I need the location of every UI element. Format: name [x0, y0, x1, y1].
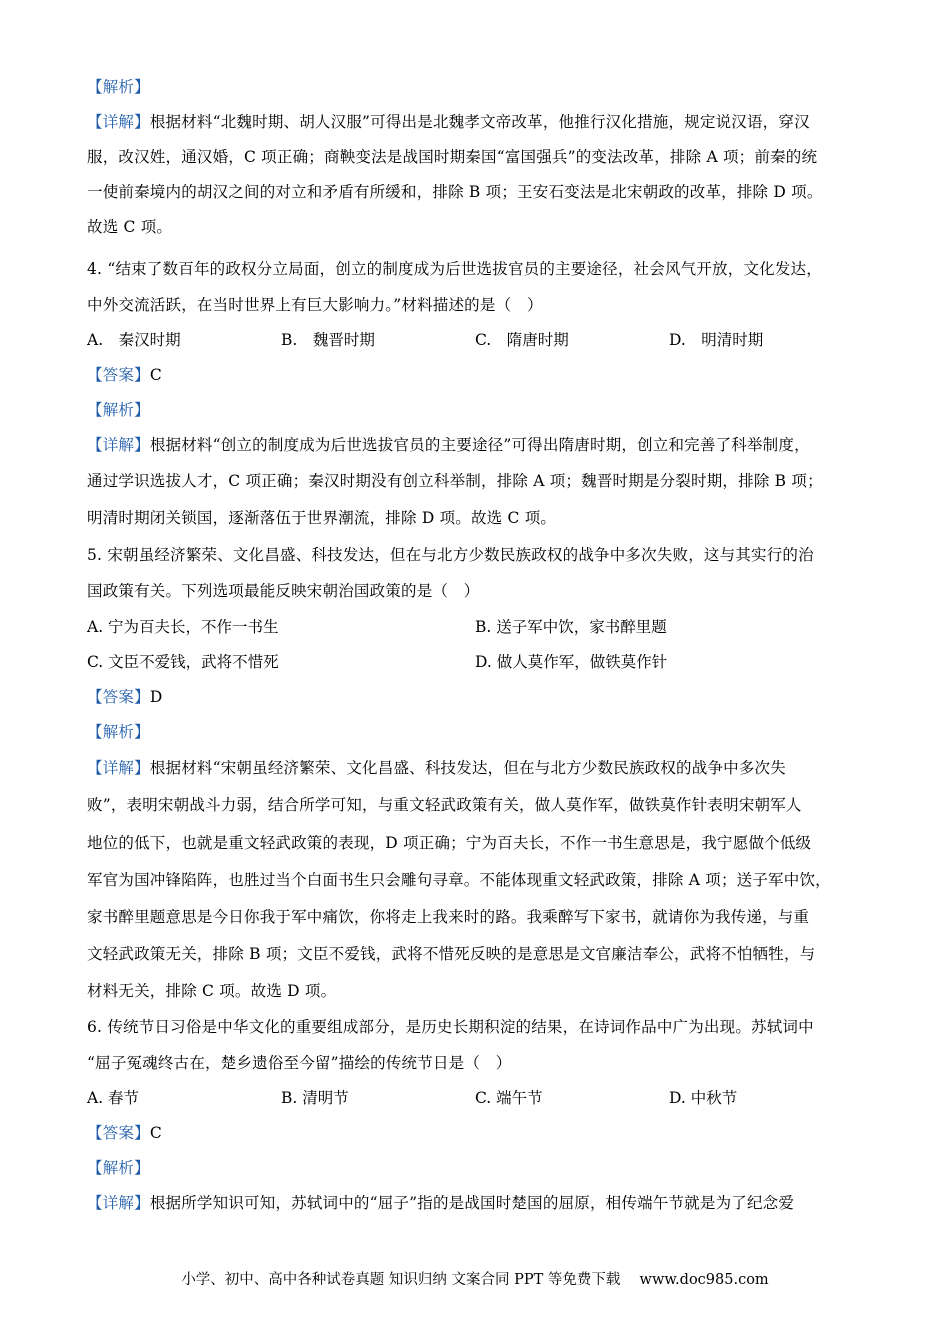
option-d: D. 中秋节	[669, 1089, 738, 1107]
analysis-tag: 【解析】	[87, 1159, 150, 1177]
detail-line: 材料无关，排除 C 项。故选 D 项。	[87, 982, 337, 1000]
answer-value: D	[149, 688, 163, 706]
detail-line: 文轻武政策无关，排除 B 项；文臣不爱钱，武将不惜死反映的是意思是文官廉洁奉公，武将不怕牺牲，与	[87, 945, 816, 963]
option-b: B. 送子军中饮，家书醉里题	[475, 618, 667, 636]
question-stem: 6. 传统节日习俗是中华文化的重要组成部分，是历史长期积淀的结果，在诗词作品中广为出现。苏轼词中	[87, 1018, 814, 1036]
option-a: A. 秦汉时期	[87, 331, 181, 349]
answer-tag: 【答案】	[87, 688, 150, 706]
detail-tag: 【详解】	[87, 436, 150, 454]
detail-line: 服，改汉姓，通汉婚，C 项正确；商鞅变法是战国时期秦国“富国强兵”的变法改革，排除 A 项；前秦的统	[87, 148, 818, 166]
answer-value: C	[149, 1124, 162, 1142]
answer-line	[87, 1122, 867, 1144]
detail-line: 家书醉里题意思是今日你我于军中痛饮，你将走上我来时的路。我乘醉写下家书，就请你为我传递，与重	[87, 908, 810, 926]
detail-line: 【详解】根据材料“北魏时期、胡人汉服”可得出是北魏孝文帝改革，他推行汉化措施，规定说汉语，穿汉	[87, 113, 810, 131]
detail-tag: 【详解】	[87, 759, 150, 777]
option-c: C. 文臣不爱钱，武将不惜死	[87, 653, 279, 671]
option-b: B. 魏晋时期	[281, 331, 375, 349]
option-c: C. 端午节	[475, 1089, 543, 1107]
analysis-tag: 【解析】	[87, 723, 150, 741]
analysis-tag: 【解析】	[87, 78, 150, 96]
detail-line: 【详解】根据材料“宋朝虽经济繁荣、文化昌盛、科技发达，但在与北方少数民族政权的战争中多次失	[87, 759, 786, 777]
detail-line: 一使前秦境内的胡汉之间的对立和矛盾有所缓和，排除 B 项；王安石变法是北宋朝政的改革，排除 D 项。	[87, 183, 823, 201]
answer-tag: 【答案】	[87, 1124, 150, 1142]
detail-tag: 【详解】	[87, 1194, 150, 1212]
detail-line: 地位的低下，也就是重文轻武政策的表现，D 项正确；宁为百夫长，不作一书生意思是，我宁愿做个低级	[87, 834, 812, 852]
option-a: A. 宁为百夫长，不作一书生	[87, 618, 279, 636]
detail-line: 【详解】根据材料“创立的制度成为后世选拔官员的主要途径”可得出隋唐时期，创立和完善了科举制度，	[87, 436, 810, 454]
detail-line: 【详解】根据所学知识可知，苏轼词中的“屈子”指的是战国时楚国的屈原，相传端午节就是为了纪念爱	[87, 1194, 795, 1212]
page-footer: 小学、初中、高中各种试卷真题 知识归纳 文案合同 PPT 等免费下载 www.doc985.com	[181, 1272, 769, 1288]
answer-line	[87, 686, 867, 708]
option-b: B. 清明节	[281, 1089, 349, 1107]
detail-line: 败”，表明宋朝战斗力弱，结合所学可知，与重文轻武政策有关，做人莫作军，做铁莫作针表明宋朝军人	[87, 796, 802, 814]
question-stem: 5. 宋朝虽经济繁荣、文化昌盛、科技发达，但在与北方少数民族政权的战争中多次失败，这与其实行的治	[87, 546, 814, 564]
option-d: D. 做人莫作军，做铁莫作针	[475, 653, 668, 671]
answer-line	[87, 364, 867, 386]
answer-value: C	[149, 366, 162, 384]
detail-line: 通过学识选拔人才，C 项正确；秦汉时期没有创立科举制，排除 A 项；魏晋时期是分裂时期，排除 B 项；	[87, 472, 823, 490]
question-stem: “屈子冤魂终古在，楚乡遗俗至今留”描绘的传统节日是（ ）	[87, 1054, 512, 1072]
answer-tag: 【答案】	[87, 366, 150, 384]
question-stem: 4. “结束了数百年的政权分立局面，创立的制度成为后世选拔官员的主要途径，社会风气开放，文化发达，	[87, 260, 822, 278]
option-a: A. 春节	[87, 1089, 140, 1107]
option-d: D. 明清时期	[669, 331, 764, 349]
detail-line: 故选 C 项。	[87, 218, 173, 236]
question-stem: 中外交流活跃，在当时世界上有巨大影响力。”材料描述的是（ ）	[87, 296, 543, 314]
analysis-tag: 【解析】	[87, 401, 150, 419]
detail-line: 明清时期闭关锁国，逐渐落伍于世界潮流，排除 D 项。故选 C 项。	[87, 509, 557, 527]
option-c: C. 隋唐时期	[475, 331, 569, 349]
question-stem: 国政策有关。下列选项最能反映宋朝治国政策的是（ ）	[87, 582, 480, 600]
detail-line: 军官为国冲锋陷阵，也胜过当个白面书生只会雕句寻章。不能体现重文轻武政策，排除 A 项；送子军中饮，	[87, 871, 831, 889]
detail-tag: 【详解】	[87, 113, 150, 131]
